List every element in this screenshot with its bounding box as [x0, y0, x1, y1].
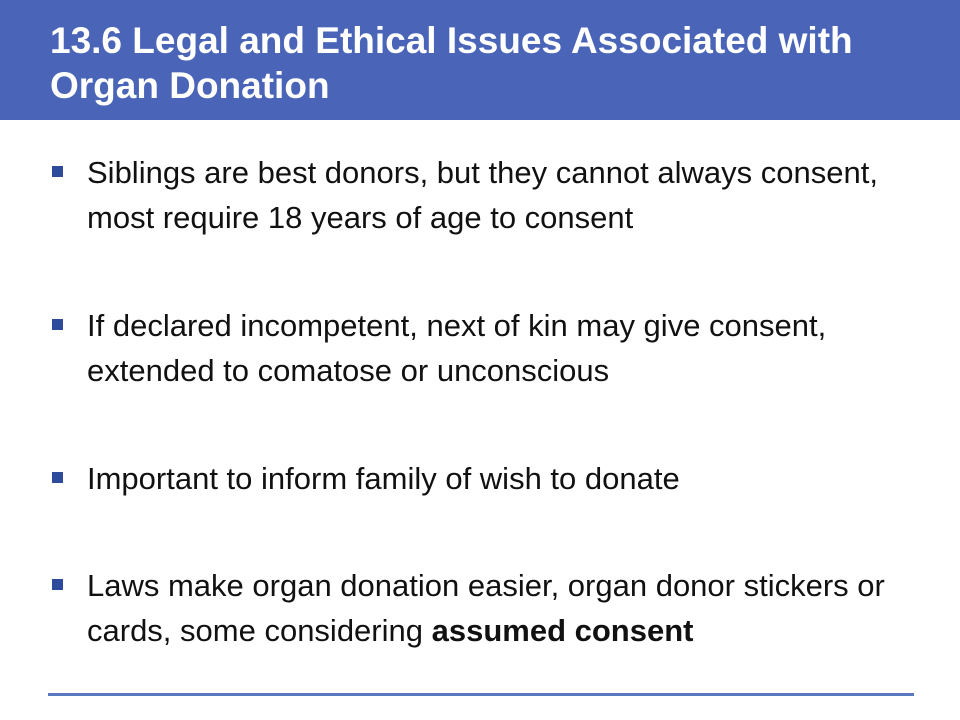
square-bullet-icon [52, 166, 63, 177]
bullet-text-emphasis: assumed consent [431, 613, 694, 648]
square-bullet-icon [52, 579, 63, 590]
bullet-text-main: If declared incompetent, next of kin may give consent, extended to comatose or unconscious [87, 308, 827, 388]
square-bullet-icon [52, 472, 63, 483]
bullet-text [87, 303, 927, 393]
title-bar [0, 0, 960, 120]
bottom-divider [48, 693, 914, 696]
slide-title: 13.6 Legal and Ethical Issues Associated with Organ Donation [50, 20, 853, 106]
bullet-text [87, 456, 927, 501]
bullet-text [87, 563, 927, 653]
bullet-text-main: Laws make organ donation easier, organ donor stickers or cards, some considering [87, 568, 885, 648]
bullet-text [87, 150, 927, 240]
square-bullet-icon [52, 319, 63, 330]
bullet-text-main: Siblings are best donors, but they cannot always consent, most require 18 years of age to consent [87, 155, 878, 235]
bullet-text-main: Important to inform family of wish to donate [87, 461, 680, 496]
